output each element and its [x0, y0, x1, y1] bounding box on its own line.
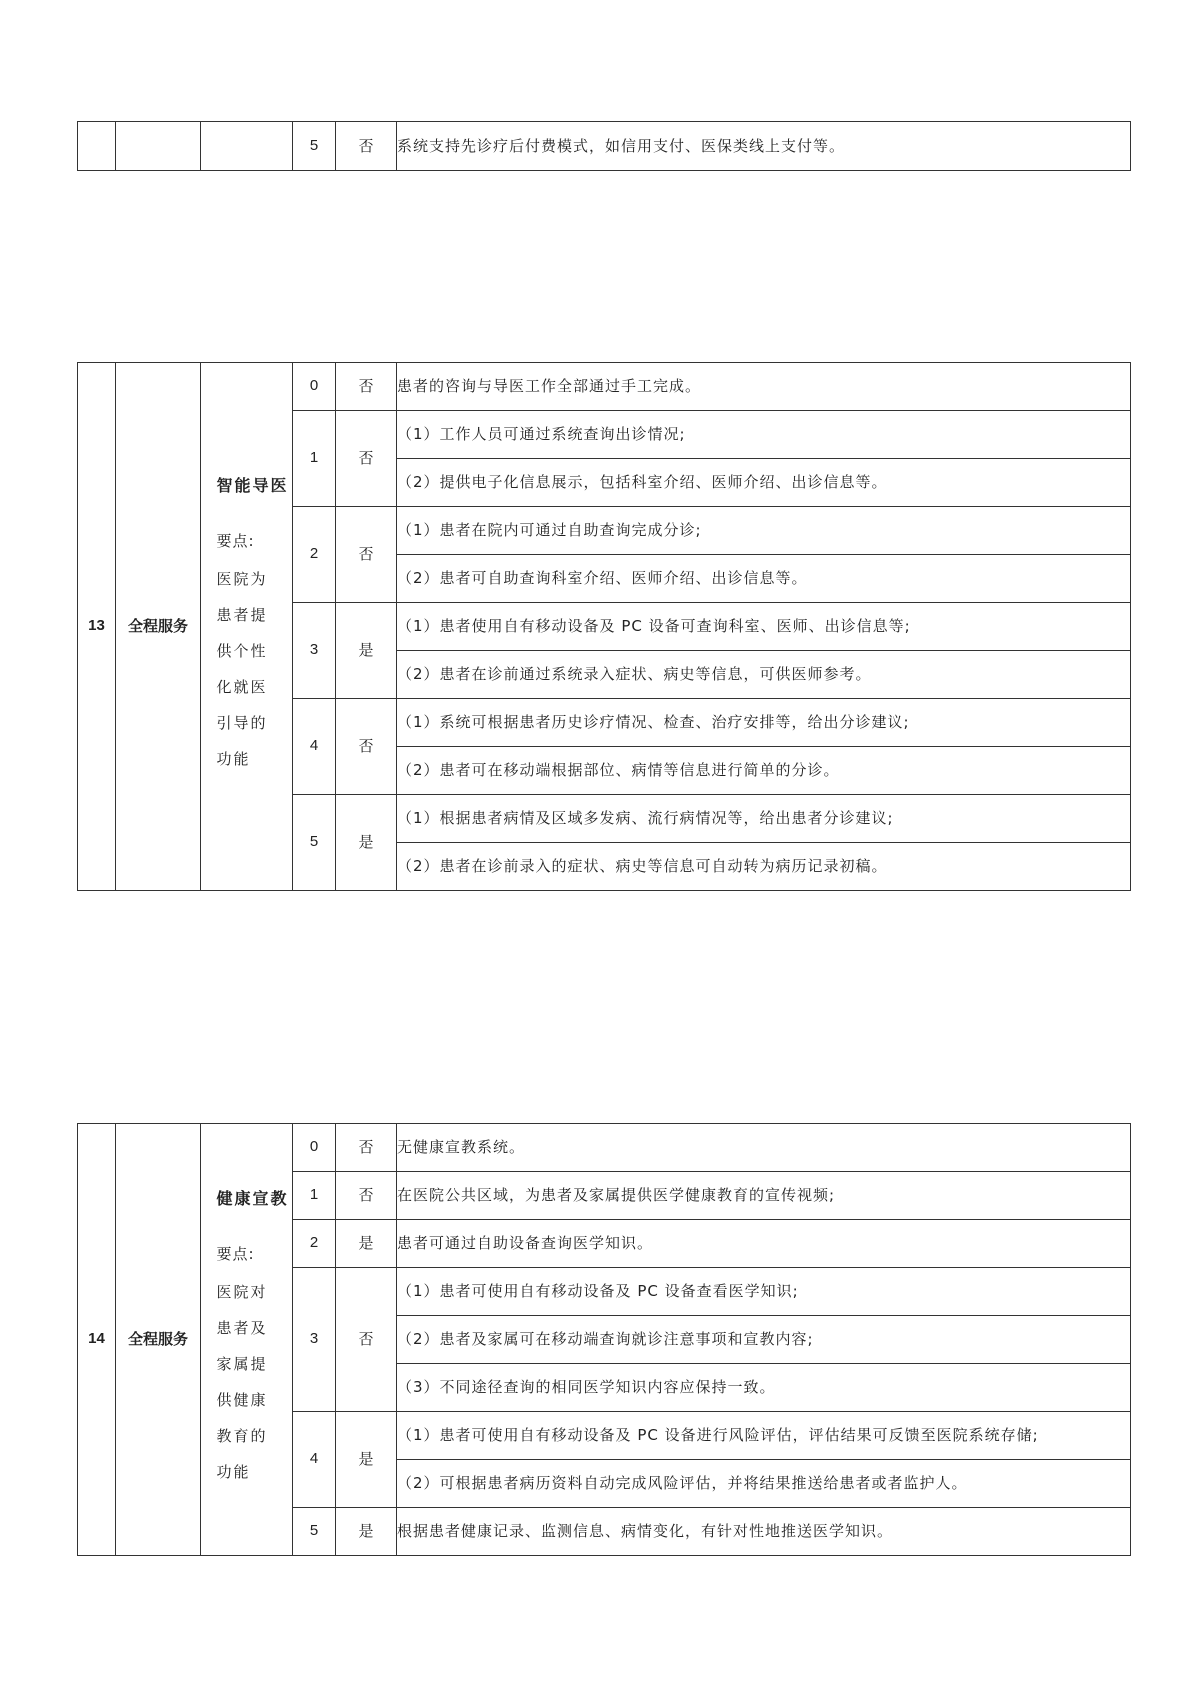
basic-requirement-cell: 是 [336, 795, 397, 891]
requirement-description: （1）患者可使用自有移动设备及 PC 设备进行风险评估，评估结果可反馈至医院系统存储; [397, 1412, 1131, 1460]
requirement-description: （2）提供电子化信息展示，包括科室介绍、医师介绍、出诊信息等。 [397, 459, 1131, 507]
basic-requirement-cell: 否 [336, 1268, 397, 1412]
level-cell: 3 [293, 1268, 336, 1412]
item-content [216, 476, 289, 777]
requirement-description: 根据患者健康记录、监测信息、病情变化，有针对性地推送医学知识。 [397, 1508, 1131, 1556]
requirement-description: （1）患者可使用自有移动设备及 PC 设备查看医学知识; [397, 1268, 1131, 1316]
basic-requirement-cell: 否 [336, 122, 397, 171]
requirement-description: （2）患者可在移动端根据部位、病情等信息进行简单的分诊。 [397, 747, 1131, 795]
requirement-description: 患者的咨询与导医工作全部通过手工完成。 [397, 363, 1131, 411]
requirement-description: （1）患者使用自有移动设备及 PC 设备可查询科室、医师、出诊信息等; [397, 603, 1131, 651]
basic-requirement-cell: 是 [336, 1220, 397, 1268]
requirement-description: （1）工作人员可通过系统查询出诊情况; [397, 411, 1131, 459]
item-title: 健康宣教 [216, 1189, 289, 1209]
item-cell [201, 363, 293, 891]
basic-requirement-cell: 否 [336, 363, 397, 411]
item-content [216, 1189, 289, 1490]
requirement-description: （1）系统可根据患者历史诊疗情况、检查、治疗安排等，给出分诊建议; [397, 699, 1131, 747]
basic-requirement-cell: 是 [336, 1508, 397, 1556]
requirement-description: 系统支持先诊疗后付费模式，如信用支付、医保类线上支付等。 [397, 122, 1131, 171]
requirement-description: （1）患者在院内可通过自助查询完成分诊; [397, 507, 1131, 555]
item-number [78, 122, 116, 171]
basic-requirement-cell: 是 [336, 603, 397, 699]
partial-table [77, 121, 1131, 171]
level-cell: 3 [293, 603, 336, 699]
level-cell: 5 [293, 795, 336, 891]
table-row [78, 1124, 1131, 1172]
category-cell: 全程服务 [116, 1124, 201, 1556]
category-cell: 全程服务 [116, 363, 201, 891]
basic-requirement-cell: 否 [336, 507, 397, 603]
level-cell: 1 [293, 1172, 336, 1220]
requirement-description: （2）可根据患者病历资料自动完成风险评估，并将结果推送给患者或者监护人。 [397, 1460, 1131, 1508]
requirement-description: 在医院公共区域，为患者及家属提供医学健康教育的宣传视频; [397, 1172, 1131, 1220]
level-cell: 4 [293, 699, 336, 795]
table-row [78, 122, 1131, 171]
basic-requirement-cell: 否 [336, 1172, 397, 1220]
item-number: 14 [78, 1124, 116, 1556]
requirement-description: 患者可通过自助设备查询医学知识。 [397, 1220, 1131, 1268]
level-cell: 0 [293, 1124, 336, 1172]
basic-requirement-cell: 否 [336, 411, 397, 507]
level-cell: 5 [293, 122, 336, 171]
requirement-description: （2）患者在诊前录入的症状、病史等信息可自动转为病历记录初稿。 [397, 843, 1131, 891]
level-cell: 1 [293, 411, 336, 507]
requirement-description: （2）患者及家属可在移动端查询就诊注意事项和宣教内容; [397, 1316, 1131, 1364]
level-cell: 5 [293, 1508, 336, 1556]
table-body [78, 363, 1131, 891]
points-text: 医院为患者提供个性化就医引导的功能 [216, 569, 268, 768]
requirement-description: 无健康宣教系统。 [397, 1124, 1131, 1172]
requirement-description: （2）患者在诊前通过系统录入症状、病史等信息，可供医师参考。 [397, 651, 1131, 699]
requirement-table-14 [77, 1123, 1131, 1556]
category-cell [116, 122, 201, 171]
requirement-table-13 [77, 362, 1131, 891]
points-label: 要点: [216, 1245, 255, 1264]
item-cell [201, 1124, 293, 1556]
requirement-description: （3）不同途径查询的相同医学知识内容应保持一致。 [397, 1364, 1131, 1412]
basic-requirement-cell: 是 [336, 1412, 397, 1508]
table-body [78, 1124, 1131, 1556]
level-cell: 2 [293, 1220, 336, 1268]
table-body [78, 122, 1131, 171]
level-cell: 2 [293, 507, 336, 603]
level-cell: 0 [293, 363, 336, 411]
item-cell [201, 122, 293, 171]
item-title: 智能导医 [216, 476, 289, 496]
table-row [78, 363, 1131, 411]
basic-requirement-cell: 否 [336, 699, 397, 795]
requirement-description: （2）患者可自助查询科室介绍、医师介绍、出诊信息等。 [397, 555, 1131, 603]
basic-requirement-cell: 否 [336, 1124, 397, 1172]
points-text: 医院对患者及家属提供健康教育的功能 [216, 1282, 268, 1481]
level-cell: 4 [293, 1412, 336, 1508]
item-number: 13 [78, 363, 116, 891]
points-label: 要点: [216, 532, 255, 551]
requirement-description: （1）根据患者病情及区域多发病、流行病情况等，给出患者分诊建议; [397, 795, 1131, 843]
